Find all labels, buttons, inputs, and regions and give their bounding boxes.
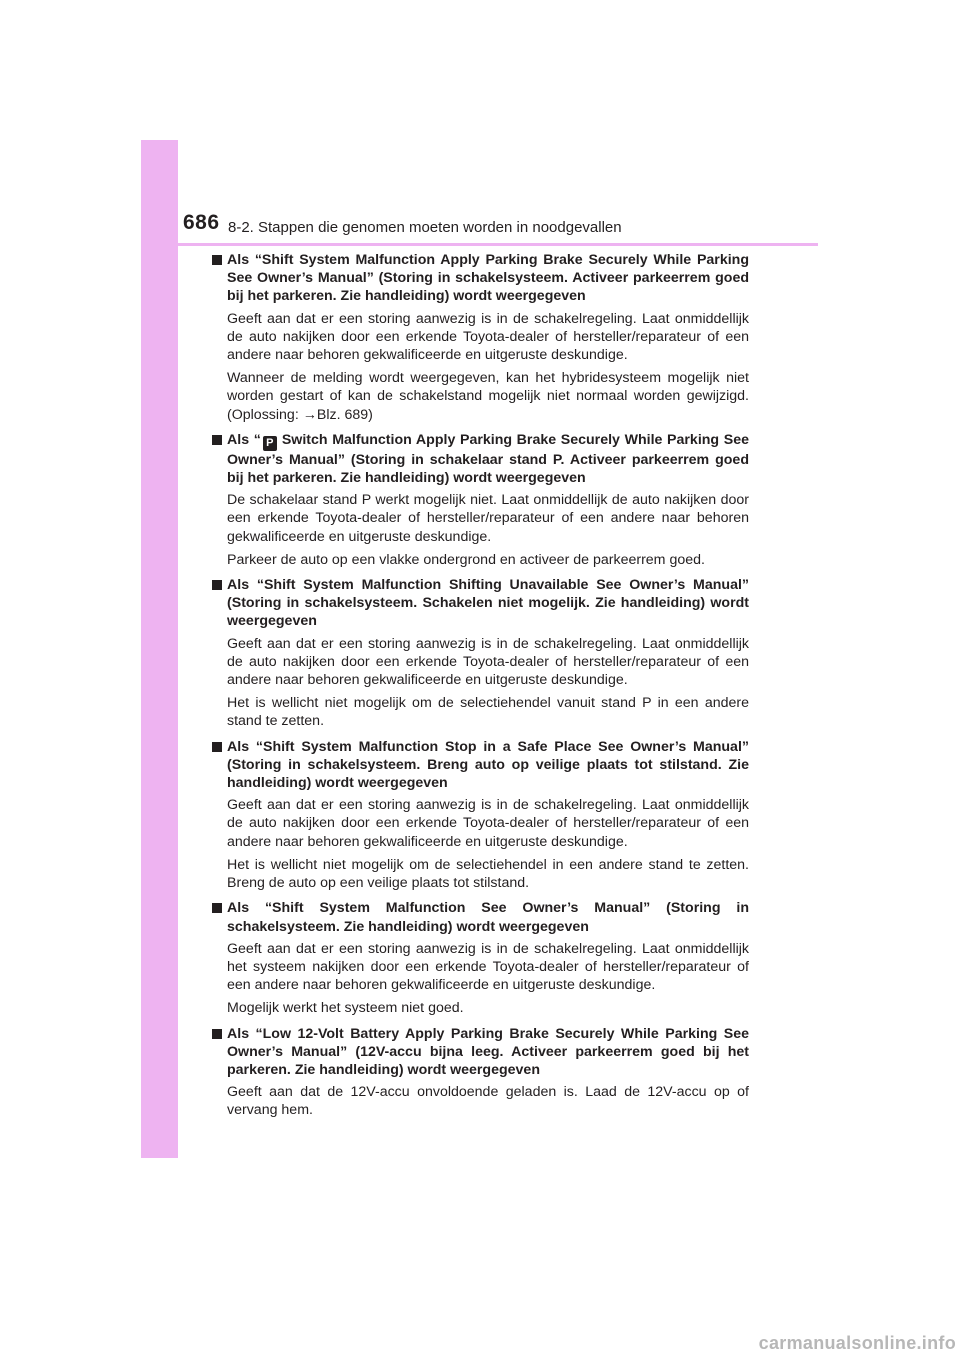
warning-item-shifting-unavailable (212, 576, 749, 731)
item-paragraph: Geeft aan dat er een storing aanwezig is in de schakelregeling. Laat onmiddellijk de auto nakijken door een erkende Toyota-dealer of hersteller/reparateur of een andere naar behoren gekwalificeerde en uitgeruste deskundige. (227, 635, 749, 689)
item-paragraph: Het is wellicht niet mogelijk om de selectiehendel vanuit stand P in een andere stand te zetten. (227, 695, 749, 730)
item-title: Als “Shift System Malfunction See Owner’s Manual” (Storing in schakelsysteem. Zie handleiding) wordt weergegeven (227, 900, 749, 935)
item-title-prefix: Als “ (227, 431, 261, 448)
header-divider (141, 243, 818, 246)
item-paragraph: Parkeer de auto op een vlakke ondergrond en activeer de parkeerrem goed. (227, 551, 705, 568)
square-bullet-icon (212, 1029, 222, 1039)
square-bullet-icon (212, 742, 222, 752)
item-title: Als “Shift System Malfunction Stop in a Safe Place See Owner’s Manual” (Storing in schakelsysteem. Breng auto op veilige plaats tot stilstand. Zie handleiding) wordt weergegeven (227, 738, 749, 792)
item-paragraph: Geeft aan dat de 12V-accu onvoldoende geladen is. Laad de 12V-accu op of vervang hem. (227, 1084, 749, 1119)
square-bullet-icon (212, 580, 222, 590)
item-title: Als “Shift System Malfunction Apply Parking Brake Securely While Parking See Owner’s Manual” (Storing in schakelsysteem. Activeer parkeerrem goed bij het parkeren. Zie handleiding) wordt weergegeven (227, 252, 749, 305)
section-title: 8-2. Stappen die genomen moeten worden in noodgevallen (228, 219, 622, 236)
square-bullet-icon (212, 255, 222, 265)
warning-item-shift-system-malfunction (212, 899, 749, 1017)
item-title-rest: Switch Malfunction Apply Parking Brake Securely While Parking See Owner’s Manual” (Storing in schakelaar stand P. Activeer parkeerrem goed bij het parkeren. Zie handleiding) wordt weergegeven (227, 431, 749, 487)
warning-item-shift-system-parking-brake (212, 251, 749, 424)
chapter-sidebar-tab (141, 140, 178, 1158)
page-number: 686 (183, 211, 220, 234)
warning-item-p-switch-malfunction (212, 431, 749, 569)
square-bullet-icon (212, 903, 222, 913)
item-paragraph: Het is wellicht niet mogelijk om de selectiehendel in een andere stand te zetten. Breng de auto op een veilige plaats tot stilstand. (227, 856, 749, 892)
item-paragraph: Geeft aan dat er een storing aanwezig is in de schakelregeling. Laat onmiddellijk de auto nakijken door een erkende Toyota-dealer of hersteller/reparateur of een andere naar behoren gekwalificeerde en uitgeruste deskundige. (227, 797, 749, 850)
warning-item-stop-safe-place (212, 738, 749, 893)
item-paragraph: Geeft aan dat er een storing aanwezig is in de schakelregeling. Laat onmiddellijk het systeem nakijken door een erkende Toyota-dealer of hersteller/reparateur of een andere naar behoren gekwalificeerde en uitgeruste deskundige. (227, 940, 749, 994)
parking-p-icon: P (263, 436, 277, 451)
item-paragraph: Wanneer de melding wordt weergegeven, kan het hybridesysteem mogelijk niet worden gestart of kan de schakelstand mogelijk niet normaal worden gewijzigd. (Oplossing: →Blz. 689) (227, 370, 749, 423)
item-paragraph: Mogelijk werkt het systeem niet goed. (227, 1000, 464, 1017)
main-content (212, 251, 749, 1127)
item-title: Als “Low 12-Volt Battery Apply Parking Brake Securely While Parking See Owner’s Manual” (12V-accu bijna leeg. Activeer parkeerrem goed bij het parkeren. Zie handleiding) wordt weergegeven (227, 1025, 749, 1078)
warning-item-low-12v-battery (212, 1025, 749, 1120)
item-title: Als “Shift System Malfunction Shifting Unavailable See Owner’s Manual” (Storing in schakelsysteem. Schakelen niet mogelijk. Zie handleiding) wordt weergegeven (227, 577, 749, 630)
watermark: carmanualsonline.info (758, 1333, 956, 1353)
item-paragraph: De schakelaar stand P werkt mogelijk niet. Laat onmiddellijk de auto nakijken door een erkende Toyota-dealer of hersteller/reparateur of een andere naar behoren gekwalificeerde en uitgeruste deskundige. (227, 492, 749, 545)
square-bullet-icon (212, 435, 222, 445)
item-paragraph: Geeft aan dat er een storing aanwezig is in de schakelregeling. Laat onmiddellijk de auto nakijken door een erkende Toyota-dealer of hersteller/reparateur of een andere naar behoren gekwalificeerde en uitgeruste deskundige. (227, 310, 749, 364)
